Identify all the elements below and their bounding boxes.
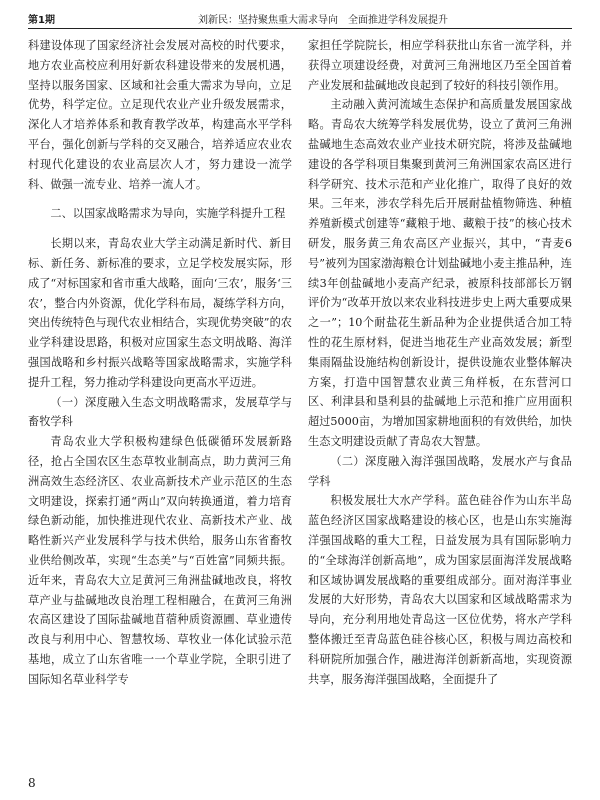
paragraph-continued: 家担任学院院长，相应学科获批山东省一流学科，并获得立项建设经费，对黄河三角洲地区乃至全国首着产业发展和盐碱地改良起到了较好的科技引领作用。: [308, 39, 572, 92]
running-header: [28, 6, 572, 29]
running-title: 刘新民：坚持聚焦重大需求导向 全面推进学科发展提升: [198, 15, 448, 26]
paragraph-continued: 科建设体现了国家经济社会发展对高校的时代要求，地方农业高校应利用好新农科建设带来的发展机遇，坚持以服务国家、区域和社会重大需求为导向，立足优势，科学定位。立足现代农业产业升级发展需求，深化人才培养体系和教育教学改革，构建高水平学科平台，强化创新与学科的交叉融合，培养适应农业农村现代化建设的农业高层次人才，努力建设一流学科、做强一流专业、培养一流人才。: [28, 39, 292, 191]
paragraph: 积极发展壮大水产学科。蓝色硅谷作为山东半岛蓝色经济区国家战略建设的核心区，也是山东实施海洋强国战略的重大工程，日益发展为具有国际影响力的“全球海洋创新高地”，成为国家层面海洋发展战略和区域协调发展战略的重要组成部分。面对海洋事业发展的大好形势，青岛农大以国家和区域战略需求为导向，充分利用地处青岛这一区位优势，将水产学科整体搬迁至青岛蓝色硅谷核心区，积极与周边高校和科研院所加强合作，融进海洋创新新高地，实现资源共享，服务海洋强国战略，全面提升了: [308, 494, 572, 686]
subsection-heading: （二）深度融入海洋强国战略，发展水产与食品学科: [308, 454, 572, 488]
page-number: 8: [28, 776, 36, 790]
subsection-heading: （一）深度融入生态文明战略需求，发展草学与畜牧学科: [28, 395, 292, 429]
section-heading: 二、以国家战略需求为导向，实施学科提升工程: [50, 207, 286, 221]
paragraph: 主动融入黄河流域生态保护和高质量发展国家战略。青岛农大统筹学科发展优势，设立了黄河三角洲盐碱地生态高效农业产业技术研究院，将涉及盐碱地建设的各学科项目集聚到黄河三角洲国家农高区进行科学研究、技术示范和产业化推广，取得了良好的效果。三年来，涉农学科先后开展耐盐植物筛选、种植养殖新模式创建等“藏粮于地、藏粮于技”的核心技术研发，服务黄三角农高区产业振兴，其中，“青麦6号”被列为国家渤海粮仓计划盐碱地小麦主推品种，连续3年创盐碱地小麦高产纪录，被原科技部部长万钢评价为“改革开放以来农业科技进步史上两大重要成果之一”；10个耐盐花生新品种为企业提供适合加工特性的花生原材料，促进当地花生产业高效发展；新型集雨隔盐设施结构创新设计，提供设施农业整体解决方案，打造中国智慧农业黄三角样板，在东营河口区、利津县和垦利县的盐碱地上示范和推广应用面积超过5000亩，为增加国家耕地面积的有效供给，加快生态文明建设贡献了青岛农大智慧。: [308, 98, 572, 448]
left-column: [28, 36, 292, 690]
issue-number: 第1期: [28, 15, 55, 26]
paragraph: 长期以来，青岛农业大学主动满足新时代、新目标、新任务、新标准的要求，立足学校发展实际，形成了“对标国家和省市重大战略，面向‘三农’，服务‘三农’，整合内外资源，优化学科布局，凝练学科方向，突出传统特色与现代农业相结合，实现优势突破”的农业学科建设思路，积极对应国家生态文明战略、海洋强国战略和乡村振兴战略等国家战略需求，实施学科提升工程，努力推动学科建设向更高水平迈进。: [28, 237, 292, 389]
paragraph: 青岛农业大学积极构建绿色低碳循环发展新路径，抢占全国农区生态草牧业制高点，助力黄河三角洲高效生态经济区、农业高新技术产业示范区的生态文明建设，探索打通“两山”双向转换通道，着力培育绿色新动能，加快推进现代农业、高新技术产业、战略性新兴产业发展科学与技术供给，服务山东省畜牧业供给侧改革，实现“生态美”与“百姓富”同频共振。近年来，青岛农大立足黄河三角洲盐碱地改良，将牧草产业与盐碱地改良治理工程相融合，在黄河三角洲农高区建设了国际盐碱地苜蓿种质资源圃、草业遗传改良与利用中心、智慧牧场、草牧业一体化试验示范基地，成立了山东省唯一一个草业学院，全职引进了国际知名草业科学专: [28, 435, 292, 686]
right-column: [308, 36, 572, 689]
